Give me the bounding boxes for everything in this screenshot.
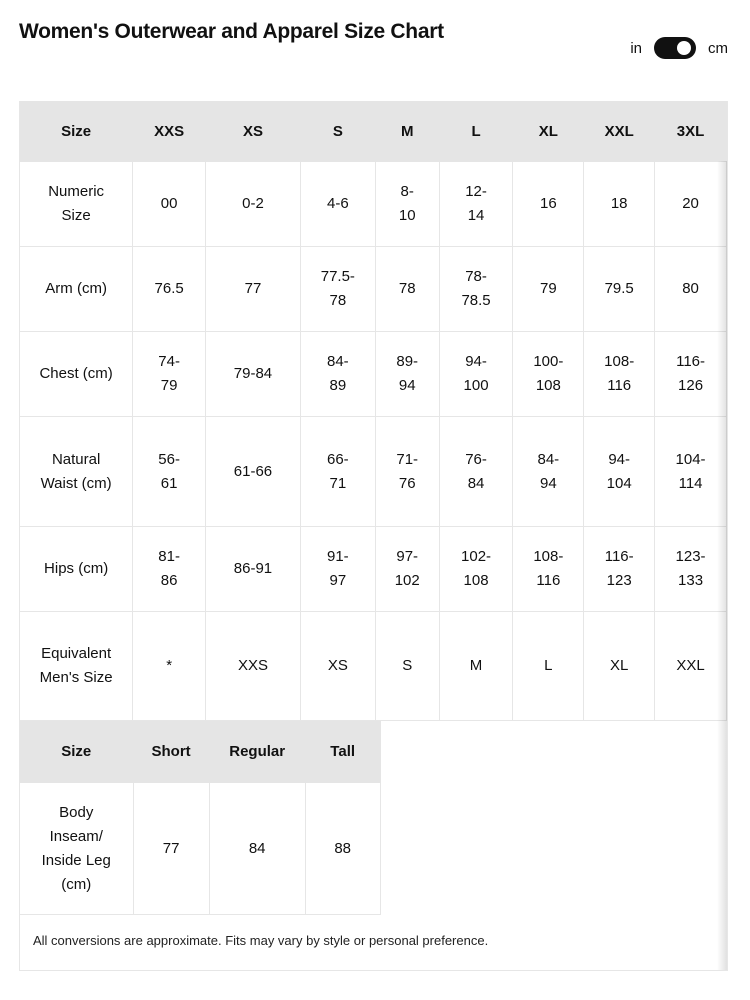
page-title: Women's Outerwear and Apparel Size Chart [19, 20, 444, 43]
table-cell: 8-10 [375, 162, 439, 247]
column-header: 3XL [655, 102, 727, 162]
table-cell: 56-61 [133, 417, 206, 527]
table-cell: XL [584, 612, 655, 721]
table-cell: 104-114 [655, 417, 727, 527]
table-row [20, 527, 727, 612]
size-table [20, 101, 727, 721]
column-header: XXS [133, 102, 206, 162]
row-label: Arm (cm) [20, 247, 133, 332]
table-cell: 12-14 [439, 162, 513, 247]
table-cell: 74-79 [133, 332, 206, 417]
table-cell: 78-78.5 [439, 247, 513, 332]
row-label: Natural Waist (cm) [20, 417, 133, 527]
table-cell: 88 [305, 783, 380, 915]
table-cell: 123-133 [655, 527, 727, 612]
table-cell: * [133, 612, 206, 721]
table-cell: 79 [513, 247, 584, 332]
table-cell: 61-66 [206, 417, 301, 527]
table-cell: 20 [655, 162, 727, 247]
table-cell: XXS [206, 612, 301, 721]
table-cell: 77.5-78 [300, 247, 375, 332]
table-cell: 91-97 [300, 527, 375, 612]
column-header: Short [133, 722, 209, 783]
column-header: Regular [209, 722, 305, 783]
column-header: Size [20, 722, 133, 783]
row-label: Hips (cm) [20, 527, 133, 612]
table-row [20, 783, 380, 915]
unit-cm-label[interactable]: cm [708, 39, 728, 57]
row-label: Equivalent Men's Size [20, 612, 133, 721]
table-cell: M [439, 612, 513, 721]
table-cell: 78 [375, 247, 439, 332]
table-cell: 77 [206, 247, 301, 332]
column-header: XS [206, 102, 301, 162]
row-label: Numeric Size [20, 162, 133, 247]
table-cell: 81-86 [133, 527, 206, 612]
table-cell: 77 [133, 783, 209, 915]
table-row [20, 612, 727, 721]
table-cell: 84-94 [513, 417, 584, 527]
table-cell: 79.5 [584, 247, 655, 332]
table-cell: 76.5 [133, 247, 206, 332]
table-cell: L [513, 612, 584, 721]
column-header: XL [513, 102, 584, 162]
table-cell: 108-116 [513, 527, 584, 612]
table-cell: 94-100 [439, 332, 513, 417]
table-cell: 84-89 [300, 332, 375, 417]
table-row [20, 332, 727, 417]
table-cell: 108-116 [584, 332, 655, 417]
unit-toggle [630, 37, 728, 59]
column-header: S [300, 102, 375, 162]
footnote: All conversions are approximate. Fits may vary by style or personal preference. [33, 933, 489, 948]
table-row [20, 162, 727, 247]
table-cell: 86-91 [206, 527, 301, 612]
table-header-row [20, 102, 727, 162]
unit-switch[interactable] [654, 37, 696, 59]
column-header: M [375, 102, 439, 162]
table-cell: 00 [133, 162, 206, 247]
table-cell: 4-6 [300, 162, 375, 247]
column-header: L [439, 102, 513, 162]
table-cell: 18 [584, 162, 655, 247]
column-header: Tall [305, 722, 380, 783]
size-chart-container[interactable] [19, 101, 728, 971]
table-cell: XXL [655, 612, 727, 721]
table-cell: 102-108 [439, 527, 513, 612]
table-cell: 16 [513, 162, 584, 247]
table-cell: 94-104 [584, 417, 655, 527]
unit-in-label[interactable]: in [630, 39, 642, 57]
switch-knob [677, 41, 691, 55]
table-cell: S [375, 612, 439, 721]
table-cell: 89-94 [375, 332, 439, 417]
table-cell: 116-126 [655, 332, 727, 417]
table-cell: 80 [655, 247, 727, 332]
table-cell: 84 [209, 783, 305, 915]
table-cell: 0-2 [206, 162, 301, 247]
row-label: Body Inseam/ Inside Leg (cm) [20, 783, 133, 915]
column-header: XXL [584, 102, 655, 162]
table-cell: 100-108 [513, 332, 584, 417]
row-label: Chest (cm) [20, 332, 133, 417]
inseam-table [20, 721, 381, 915]
table-cell: 79-84 [206, 332, 301, 417]
table-cell: 116-123 [584, 527, 655, 612]
table-cell: 97-102 [375, 527, 439, 612]
column-header: Size [20, 102, 133, 162]
table-cell: 71-76 [375, 417, 439, 527]
table-header-row [20, 722, 380, 783]
table-row [20, 247, 727, 332]
table-cell: 76-84 [439, 417, 513, 527]
table-cell: 66-71 [300, 417, 375, 527]
table-cell: XS [300, 612, 375, 721]
table-row [20, 417, 727, 527]
